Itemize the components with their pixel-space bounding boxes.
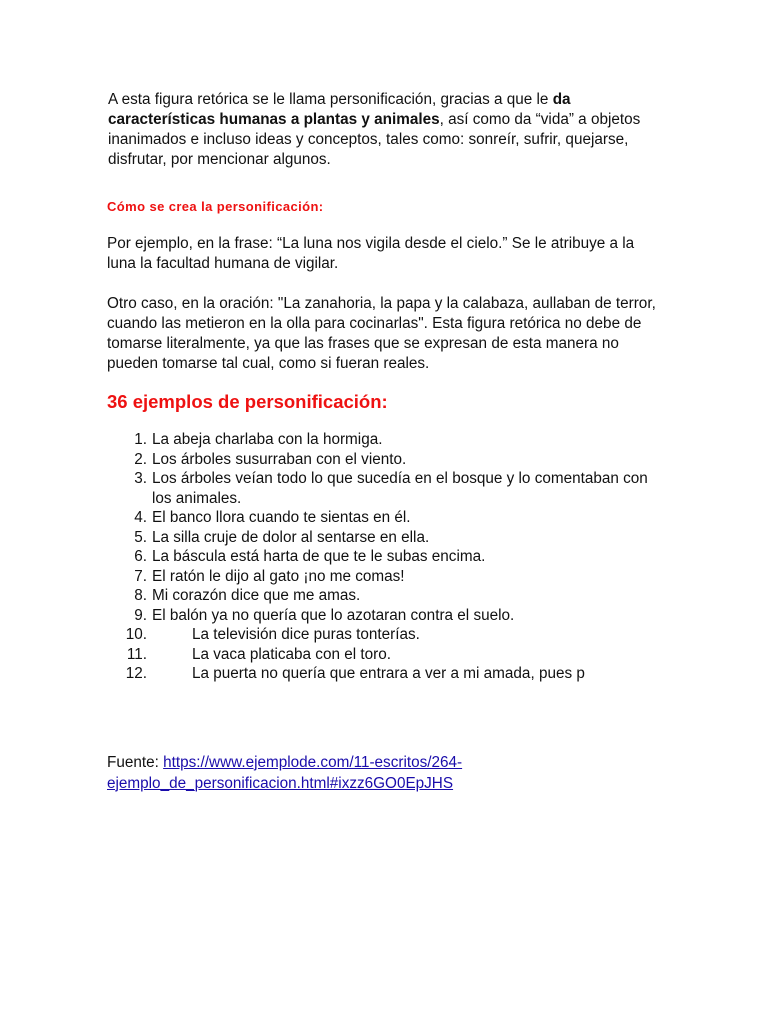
list-item-number: 3. [134, 470, 147, 487]
list-item [107, 547, 667, 567]
list-item-text: La abeja charlaba con la hormiga. [152, 431, 383, 448]
list-item-number: 1. [134, 431, 147, 448]
list-item [107, 528, 667, 548]
list-item-text: La televisión dice puras tonterías. [192, 626, 420, 643]
list-item [107, 586, 667, 606]
document-page [107, 90, 667, 794]
list-item-text: El ratón le dijo al gato ¡no me comas! [152, 567, 405, 585]
list-item-number: 10. [125, 626, 147, 643]
list-item-number: 6. [134, 548, 147, 565]
intro-text-part1: A esta figura retórica se le llama personificación, gracias a que le [108, 91, 553, 108]
list-item-text: La silla cruje de dolor al sentarse en ella. [152, 528, 430, 546]
example-paragraph: Por ejemplo, en la frase: “La luna nos vigila desde el cielo.” Se le atribuye a la luna la facultad humana de vigilar. [107, 235, 635, 272]
intro-text-part2: , así como da “vida” a objetos inanimados e incluso ideas y conceptos, tales como: sonreír, sufrir, quejarse, disfrutar, por mencionar algunos. [108, 111, 641, 168]
list-item-number: 2. [134, 450, 147, 468]
list-item-number: 8. [134, 587, 147, 604]
list-item [107, 469, 667, 508]
list-item [107, 508, 667, 528]
how-to-create-subheading: Cómo se crea la personificación: [107, 199, 324, 214]
examples-list [107, 430, 667, 684]
list-item-text: La báscula está harta de que te le subas encima. [152, 548, 486, 565]
examples-heading: 36 ejemplos de personificación: [107, 391, 388, 412]
intro-bold-text: da características humanas a plantas y animales [108, 91, 571, 128]
list-item [107, 606, 667, 626]
source-citation [107, 752, 667, 794]
source-link-line1: https://www.ejemplode.com/11-escritos/264- [163, 753, 463, 771]
list-item-text: La vaca platicaba con el toro. [192, 645, 391, 663]
source-label: Fuente: [107, 753, 164, 771]
list-item-text: Mi corazón dice que me amas. [152, 587, 361, 604]
list-item [107, 664, 667, 684]
list-item [107, 567, 667, 587]
list-item-number: 12. [125, 665, 147, 682]
list-item-text: El banco llora cuando te sientas en él. [152, 509, 411, 526]
other-case-paragraph: Otro caso, en la oración: "La zanahoria, la papa y la calabaza, aullaban de terror, cuando las metieron en la olla para cocinarlas". Esta figura retórica no debe de tomarse literalmente, ya que las frases que se expresan de esta manera no pueden tomarse tal cual, como si fueran reales. [107, 295, 656, 372]
list-item [107, 450, 667, 470]
list-item-text: Los árboles veían todo lo que sucedía en el bosque y lo comentaban con los animales. [152, 470, 648, 507]
list-item [107, 430, 667, 450]
list-item [107, 645, 667, 665]
list-item-number: 4. [134, 509, 147, 526]
source-link-line2: ejemplo_de_personificacion.html#ixzz6GO0EpJHS [107, 774, 454, 792]
list-item-text: Los árboles susurraban con el viento. [152, 450, 407, 468]
intro-paragraph [108, 90, 667, 170]
list-item-text: El balón ya no quería que lo azotaran contra el suelo. [152, 606, 515, 624]
list-item-number: 11. [126, 645, 147, 663]
list-item-number: 9. [134, 606, 147, 624]
list-item-text: La puerta no quería que entrara a ver a mi amada, pues p [192, 665, 585, 682]
list-item-number: 5. [134, 528, 147, 546]
list-item-number: 7. [134, 567, 147, 585]
list-item [107, 625, 667, 645]
